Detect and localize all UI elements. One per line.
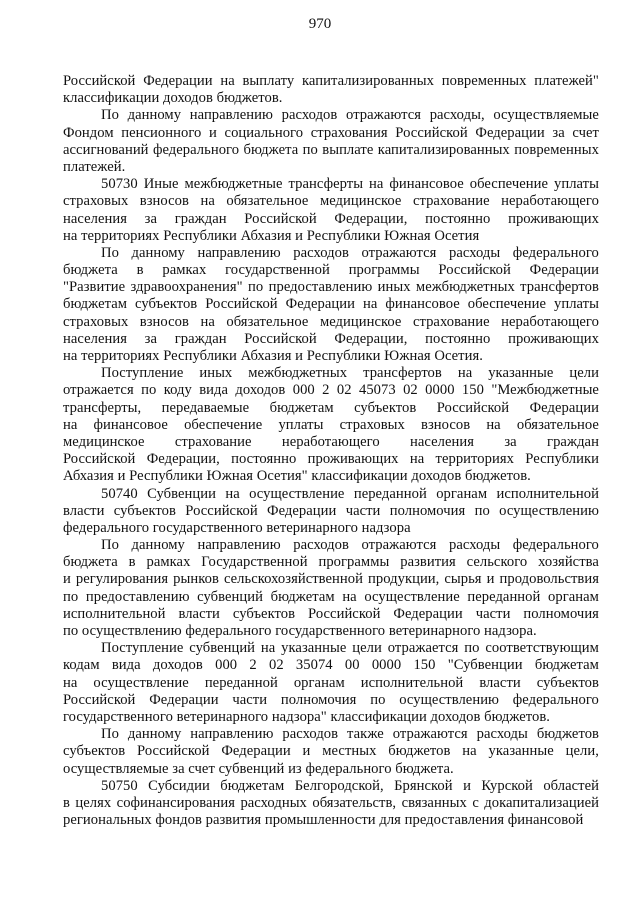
- text-line: платежей.: [63, 158, 126, 175]
- paragraph: [63, 640, 599, 726]
- text-line: ассигнований федерального бюджета по выплате капитализированных повременных: [63, 141, 599, 158]
- paragraph: [63, 245, 599, 365]
- paragraph: [63, 176, 599, 245]
- text-line: на территориях Республики Абхазия и Республики Южная Осетия.: [63, 348, 483, 364]
- paragraph: [63, 365, 599, 485]
- text-line: отражается по коду вида доходов 000 2 02 45073 02 0000 150 "Межбюджетные: [63, 382, 599, 399]
- text-line: и регулирования рынков сельскохозяйственной продукции, сырья и продовольствия: [63, 571, 599, 588]
- text-line: 50750 Субсидии бюджетам Белгородской, Брянской и Курской областей: [101, 777, 599, 794]
- text-line: медицинское страхование неработающего населения за граждан: [63, 433, 599, 450]
- text-line: бюджета в рамках Государственной программы развития сельского хозяйства: [63, 554, 599, 571]
- text-line: Поступление субвенций на указанные цели отражается по соответствующим: [101, 640, 599, 657]
- text-line: населения за граждан Российской Федерации, постоянно проживающих: [63, 210, 599, 227]
- text-line: 50730 Иные межбюджетные трансферты на финансовое обеспечение уплаты: [101, 176, 599, 193]
- paragraph: [63, 778, 599, 830]
- text-line: государственного ветеринарного надзора" классификации доходов бюджетов.: [63, 708, 551, 725]
- page-number: 970: [308, 16, 332, 32]
- text-line: Российской Федерации, постоянно проживающих на территориях Республики: [63, 451, 599, 468]
- text-line: "Развитие здравоохранения" по предоставлению иных межбюджетных трансфертов: [63, 279, 599, 296]
- text-line: бюджетам субъектов Российской Федерации на финансовое обеспечение уплаты: [63, 296, 599, 313]
- text-line: Российской Федерации части полномочия по осуществлению федерального: [63, 691, 599, 708]
- document-body: [63, 73, 599, 829]
- text-line: осуществляемые за счет субвенций из федерального бюджета.: [63, 760, 454, 777]
- text-line: федерального государственного ветеринарного надзора: [63, 519, 411, 536]
- text-line: Российской Федерации на выплату капитализированных повременных платежей": [63, 73, 599, 89]
- paragraph: [63, 486, 599, 538]
- text-line: классификации доходов бюджетов.: [63, 90, 283, 107]
- paragraph: [63, 537, 599, 640]
- text-line: По данному направлению расходов отражаются расходы федерального: [101, 244, 599, 261]
- text-line: Фондом пенсионного и социального страхования Российской Федерации за счет: [63, 124, 599, 141]
- text-line: страховых взносов на обязательное медицинское страхование неработающего: [63, 193, 599, 210]
- text-line: 50740 Субвенции на осуществление переданной органам исполнительной: [101, 485, 599, 502]
- text-line: бюджета в рамках государственной программы Российской Федерации: [63, 262, 599, 279]
- text-line: населения за граждан Российской Федерации, постоянно проживающих: [63, 330, 599, 347]
- text-line: кодам вида доходов 000 2 02 35074 00 0000 150 "Субвенции бюджетам: [63, 657, 599, 674]
- text-line: Абхазия и Республики Южная Осетия" классификации доходов бюджетов.: [63, 468, 531, 485]
- text-line: Поступление иных межбюджетных трансфертов на указанные цели: [101, 365, 599, 382]
- text-line: трансферты, передаваемые бюджетам субъектов Российской Федерации: [63, 399, 599, 416]
- paragraph: [63, 73, 599, 107]
- text-line: на территориях Республики Абхазия и Республики Южная Осетия: [63, 227, 480, 244]
- text-line: на осуществление переданной органам исполнительной власти субъектов: [63, 674, 599, 691]
- text-line: По данному направлению расходов также отражаются расходы бюджетов: [101, 726, 599, 743]
- text-line: исполнительной власти субъектов Российской Федерации части полномочия: [63, 605, 599, 622]
- text-line: региональных фондов развития промышленности для предоставления финансовой: [63, 812, 584, 829]
- text-line: по предоставлению субвенций бюджетам на осуществление переданной органам: [63, 588, 599, 605]
- text-line: страховых взносов на обязательное медицинское страхование неработающего: [63, 313, 599, 330]
- text-line: власти субъектов Российской Федерации части полномочия по осуществлению: [63, 502, 599, 519]
- text-line: По данному направлению расходов отражаются расходы, осуществляемые: [101, 107, 599, 124]
- paragraph: [63, 107, 599, 176]
- text-line: в целях софинансирования расходных обязательств, связанных с докапитализацией: [63, 794, 599, 811]
- paragraph: [63, 726, 599, 778]
- text-line: на финансовое обеспечение уплаты страховых взносов на обязательное: [63, 416, 599, 433]
- text-line: по осуществлению федерального государственного ветеринарного надзора.: [63, 623, 537, 639]
- text-line: субъектов Российской Федерации и местных бюджетов на указанные цели,: [63, 743, 599, 760]
- text-line: По данному направлению расходов отражаются расходы федерального: [101, 537, 599, 554]
